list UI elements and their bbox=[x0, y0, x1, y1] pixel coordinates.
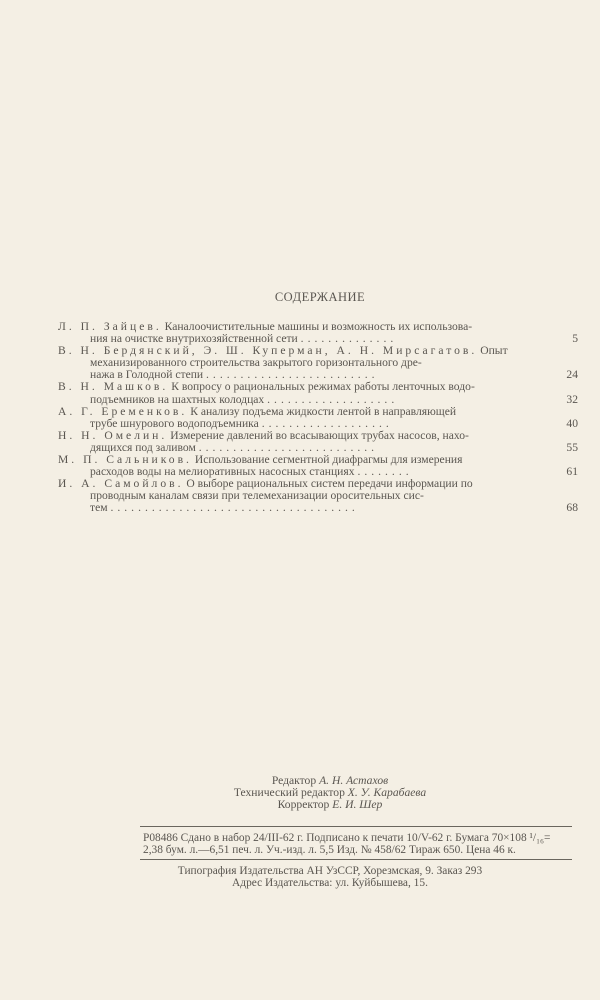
entry-page-number: 32 bbox=[566, 392, 578, 406]
entry-title: Опыт bbox=[477, 344, 508, 358]
entry-page-number: 40 bbox=[566, 416, 578, 430]
entry-author: М. П. Сальников. bbox=[58, 453, 192, 467]
entry-continuation bbox=[58, 502, 578, 514]
leader-dots: ........ bbox=[357, 465, 413, 479]
entry-page-number: 68 bbox=[566, 501, 578, 515]
imprint-line: 2,38 бум. л.—6,51 печ. л. Уч.-изд. л. 5,5 Изд. № 458/62 Тираж 650. Цена 46 к. bbox=[143, 844, 516, 857]
entry-title: тем bbox=[90, 501, 108, 515]
entry-title: ния на очистке внутрихозяйственной сети bbox=[90, 332, 298, 346]
printing-house bbox=[130, 865, 530, 889]
entry-title: проводным каналам связи при телемеханизации оросительных сис- bbox=[90, 489, 424, 503]
table-of-contents bbox=[58, 321, 578, 515]
press-line: Адрес Издательства: ул. Куйбышева, 15. bbox=[232, 877, 428, 890]
corrector-name: Е. И. Шер bbox=[332, 798, 383, 812]
entry-title: дящихся под заливом bbox=[90, 440, 196, 454]
toc-entry bbox=[58, 321, 578, 345]
entry-author: В. Н. Машков. bbox=[58, 380, 169, 394]
toc-entry bbox=[58, 454, 578, 478]
entry-author: В. Н. Бердянский, Э. Ш. Куперман, А. Н. Мирсагатов. bbox=[58, 344, 478, 358]
entry-title: О выборе рациональных систем передачи информации по bbox=[183, 477, 473, 491]
toc-title: СОДЕРЖАНИЕ bbox=[274, 290, 366, 304]
corrector-label: Корректор bbox=[277, 798, 330, 812]
corrector-line bbox=[130, 799, 530, 811]
entry-page-number: 5 bbox=[572, 332, 578, 346]
entry-author: Л. П. Зайцев. bbox=[58, 320, 162, 333]
entry-author: А. Г. Еременков. bbox=[58, 404, 188, 418]
entry-title: трубе шнурового водоподъемника bbox=[90, 416, 259, 430]
entry-author: Н. Н. Омелин. bbox=[58, 428, 168, 442]
entry-page-number: 55 bbox=[566, 440, 578, 454]
tech-editor-label: Технический редактор bbox=[233, 786, 345, 800]
entry-title: Использование сегментной диафрагмы для измерения bbox=[191, 453, 463, 467]
leader-dots: ................... bbox=[267, 392, 399, 406]
leader-dots: ................... bbox=[261, 416, 393, 430]
tech-editor-name: Х. У. Карабаева bbox=[347, 786, 427, 800]
toc-entry bbox=[58, 345, 578, 381]
entry-title: К анализу подъема жидкости лентой в направляющей bbox=[187, 404, 457, 418]
toc-entry bbox=[58, 406, 578, 430]
imprint bbox=[143, 832, 550, 856]
entry-title: расходов воды на мелиоративных насосных станциях bbox=[90, 465, 355, 479]
entry-title: К вопросу о рациональных режимах работы ленточных водо- bbox=[168, 380, 475, 394]
entry-title: Измерение давлений во всасывающих трубах насосов, нахо- bbox=[167, 428, 469, 442]
editor-label: Редактор bbox=[271, 774, 317, 787]
editor-name: А. Н. Астахов bbox=[319, 774, 389, 787]
entry-title: подъемников на шахтных колодцах bbox=[90, 392, 265, 406]
divider bbox=[140, 826, 572, 827]
imprint-line: Р08486 Сдано в набор 24/III-62 г. Подписано к печати 10/V-62 г. Бумага 70×108 ¹/₁₆= bbox=[143, 832, 551, 844]
entry-title: нажа в Голодной степи bbox=[90, 368, 204, 382]
toc-entry bbox=[58, 381, 578, 405]
entry-title: механизированного строительства закрытого горизонтального дре- bbox=[90, 356, 422, 370]
divider bbox=[140, 859, 572, 860]
entry-page-number: 61 bbox=[566, 465, 578, 479]
entry-author: И. А. Самойлов. bbox=[58, 477, 184, 491]
entry-page-number: 24 bbox=[566, 368, 578, 382]
leader-dots: .......................... bbox=[198, 440, 379, 454]
press-line: Типография Издательства АН УзССР, Хорезмская, 9. Заказ 293 bbox=[177, 865, 483, 877]
leader-dots: ......................... bbox=[206, 368, 379, 382]
entry-title: Каналоочистительные машины и возможность их использова- bbox=[161, 320, 473, 333]
toc-entry bbox=[58, 478, 578, 514]
toc-entry bbox=[58, 430, 578, 454]
leader-dots: .................................... bbox=[110, 501, 359, 515]
credits bbox=[130, 775, 530, 812]
leader-dots: .............. bbox=[300, 332, 398, 346]
